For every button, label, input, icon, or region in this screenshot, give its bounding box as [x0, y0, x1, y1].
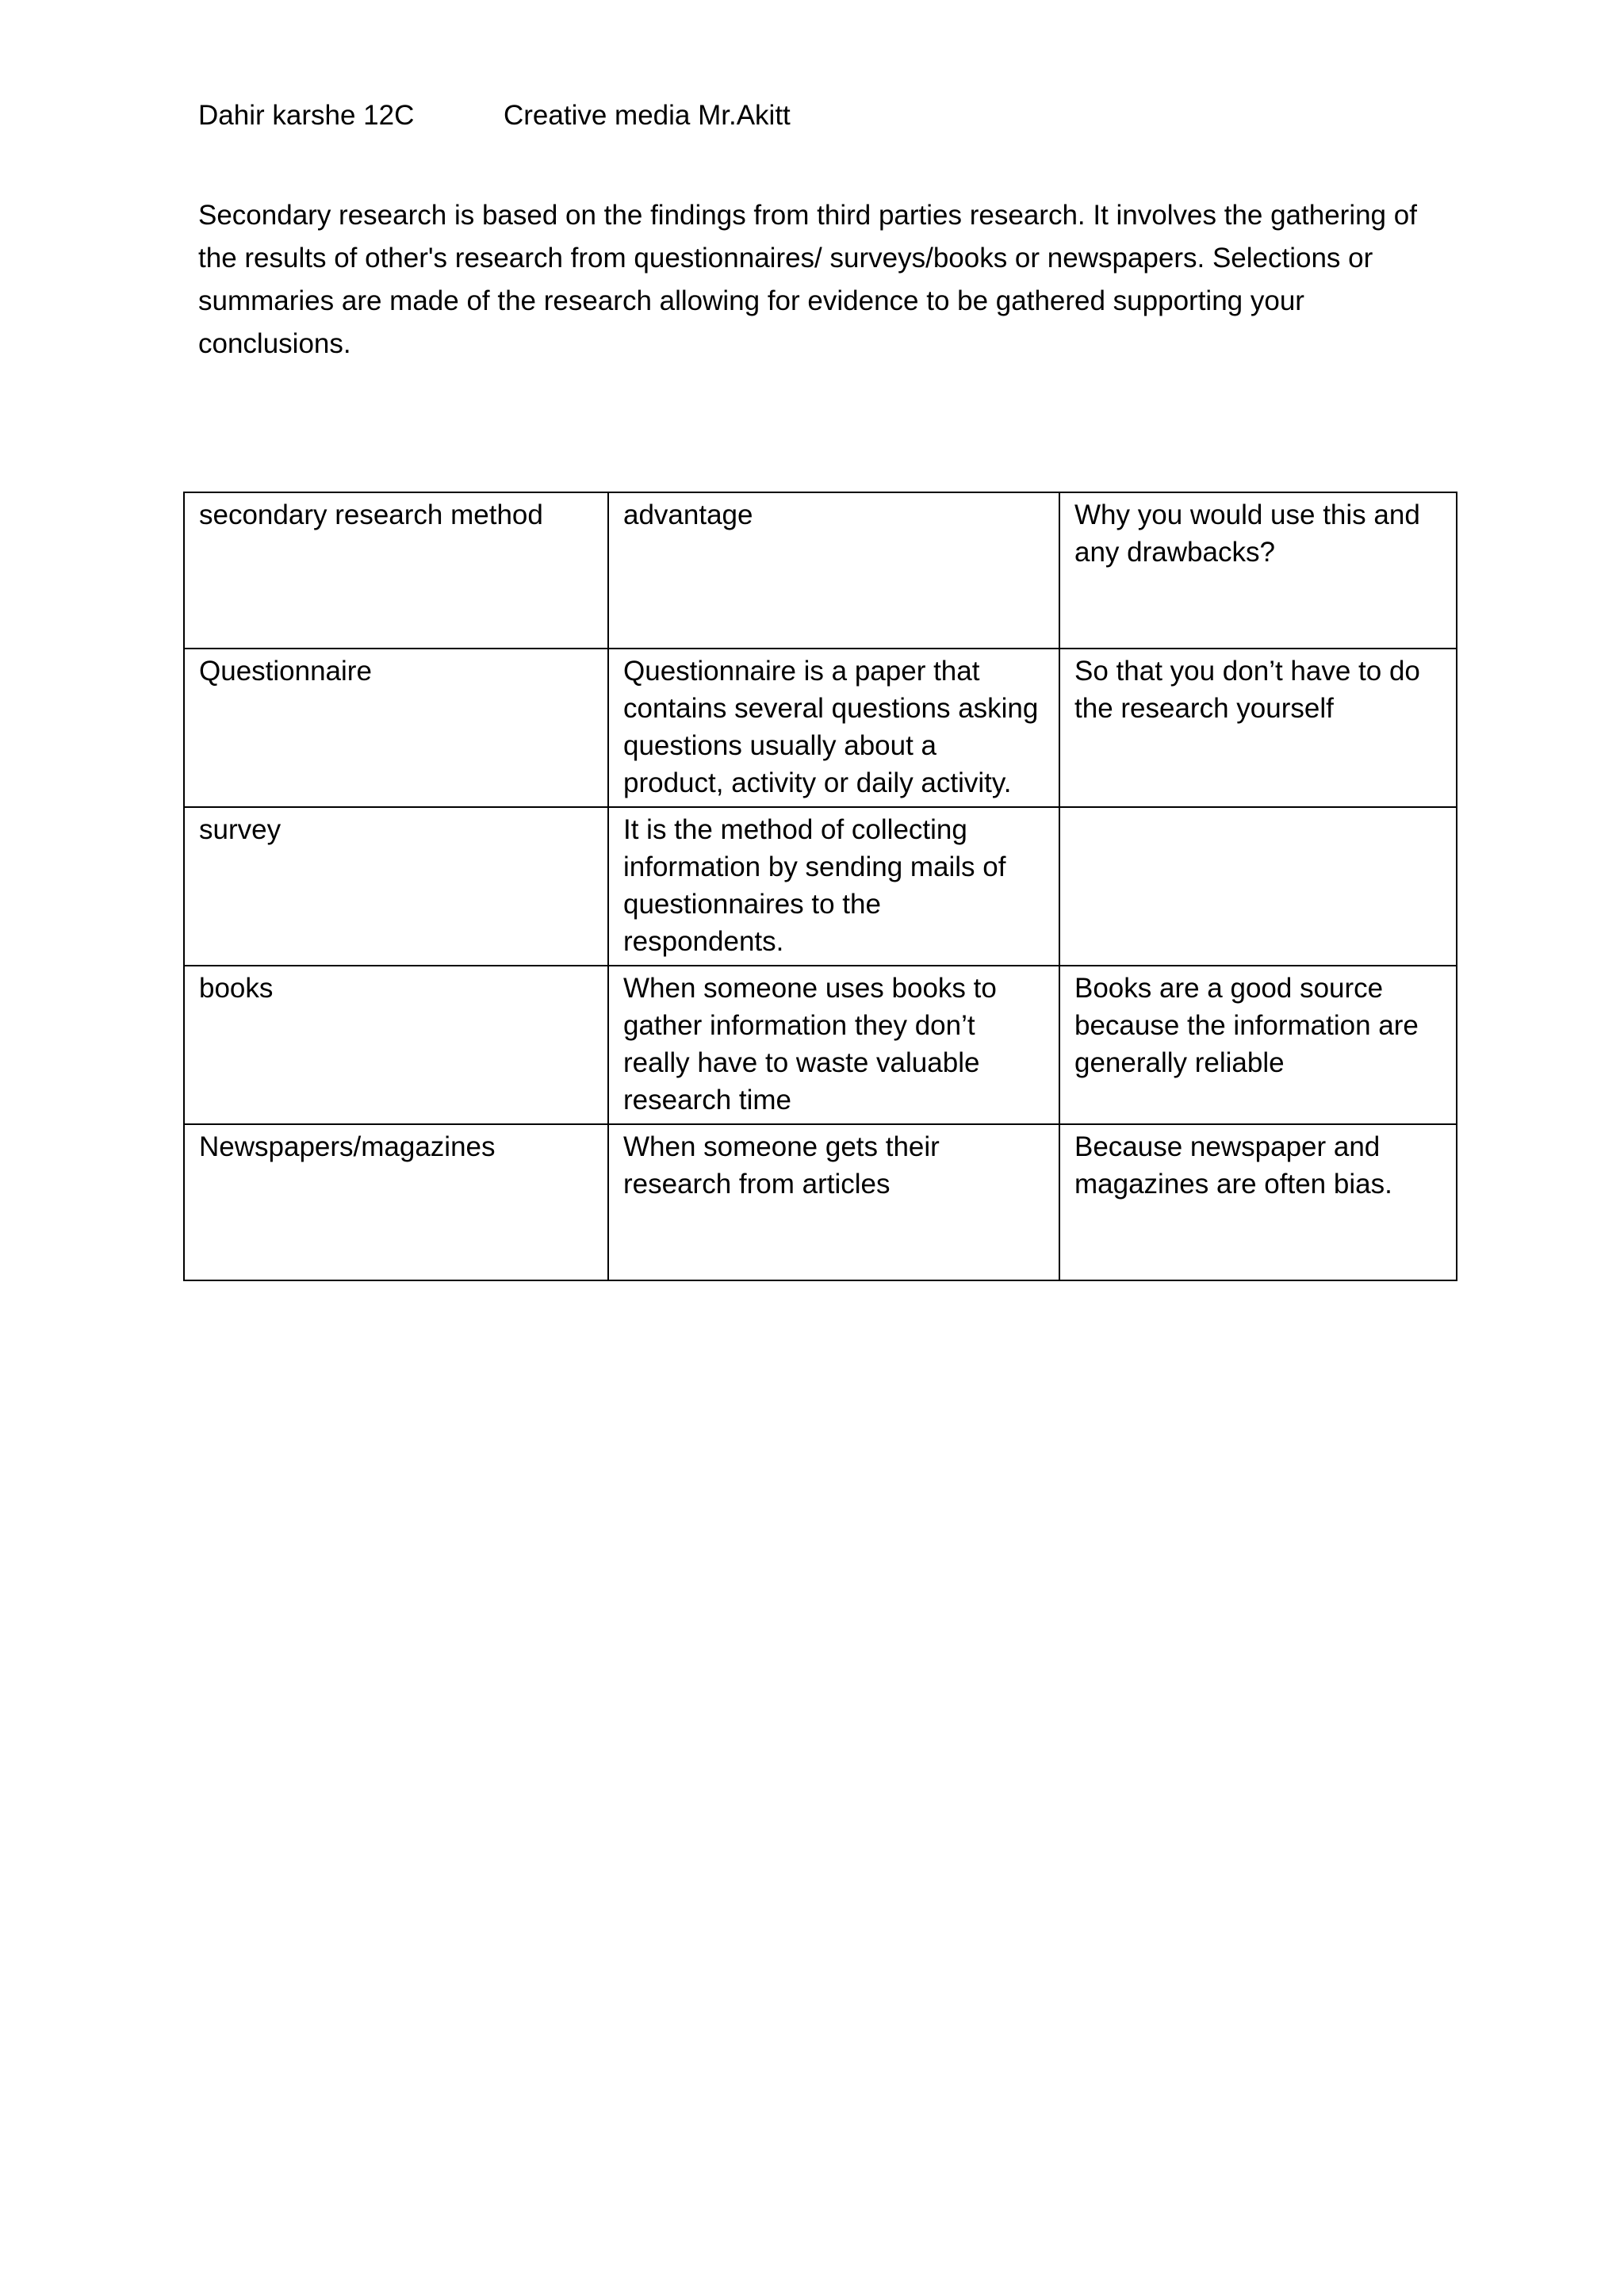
research-methods-table [183, 492, 1457, 1281]
header-cell-advantage: advantage [608, 492, 1059, 649]
author-name: Dahir karshe 12C [198, 100, 415, 131]
header-cell-why: Why you would use this and any drawbacks? [1059, 492, 1457, 649]
advantage-cell: When someone gets their research from articles [608, 1124, 1059, 1280]
method-cell: Newspapers/magazines [184, 1124, 608, 1280]
advantage-cell: When someone uses books to gather information they don’t really have to waste valuable research time [608, 966, 1059, 1124]
table-row [184, 1124, 1457, 1280]
advantage-cell: Questionnaire is a paper that contains several questions asking questions usually about a product, activity or daily activity. [608, 649, 1059, 807]
why-cell: Books are a good source because the information are generally reliable [1059, 966, 1457, 1124]
why-cell [1059, 807, 1457, 966]
why-cell: Because newspaper and magazines are often bias. [1059, 1124, 1457, 1280]
header-cell-method: secondary research method [184, 492, 608, 649]
advantage-cell: It is the method of collecting information by sending mails of questionnaires to the respondents. [608, 807, 1059, 966]
method-cell: books [184, 966, 608, 1124]
why-cell: So that you don’t have to do the research yourself [1059, 649, 1457, 807]
intro-paragraph: Secondary research is based on the findings from third parties research. It involves the gathering of the results of other's research from questionnaires/ surveys/books or newspapers. Selections or summaries are made of the research allowing for evidence to be gathered supporting your conclusions. [198, 200, 1417, 359]
course-name: Creative media Mr.Akitt [504, 100, 791, 131]
table-row [184, 807, 1457, 966]
method-cell: survey [184, 807, 608, 966]
table-header-row [184, 492, 1457, 649]
table-row [184, 649, 1457, 807]
table-row [184, 966, 1457, 1124]
method-cell: Questionnaire [184, 649, 608, 807]
